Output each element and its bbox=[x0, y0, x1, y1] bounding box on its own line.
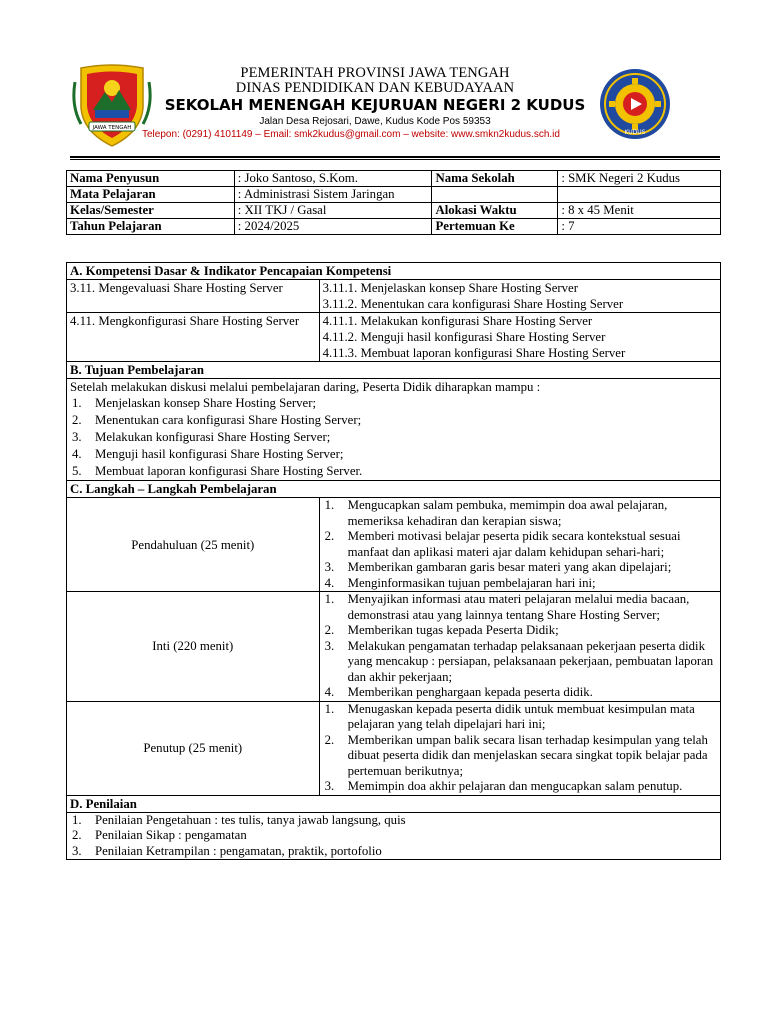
table-row bbox=[67, 498, 721, 592]
list-item: 3. Melakukan konfigurasi Share Hosting Server; bbox=[72, 430, 331, 444]
tahun-label: Tahun Pelajaran bbox=[67, 219, 235, 235]
list-item: 3. Memberikan gambaran garis besar materi yang akan dipelajari; bbox=[324, 560, 672, 574]
pertemuan-value: : 7 bbox=[558, 219, 721, 235]
empty-cell bbox=[432, 187, 558, 203]
letterhead-text bbox=[142, 65, 600, 141]
list-item: 2. Penilaian Sikap : pengamatan bbox=[72, 828, 247, 842]
table-row bbox=[67, 313, 721, 362]
mapel-value: : Administrasi Sistem Jaringan bbox=[234, 187, 432, 203]
kelas-label: Kelas/Semester bbox=[67, 203, 235, 219]
kd-3-11: 3.11. Mengevaluasi Share Hosting Server bbox=[67, 280, 320, 313]
table-row bbox=[67, 187, 721, 203]
table-row bbox=[67, 592, 721, 702]
assessment-list bbox=[70, 813, 717, 860]
indicator: 4.11.2. Menguji hasil konfigurasi Share Hosting Server bbox=[322, 330, 606, 344]
section-b-header bbox=[67, 362, 721, 379]
list-item: 1. Menyajikan informasi atau materi pelajaran melalui media bacaan, demonstrasi atau yang lainnya tentang Share Hosting Server; bbox=[324, 592, 690, 622]
penutup-steps bbox=[319, 701, 720, 795]
list-item: 3. Memimpin doa akhir pelajaran dan mengucapkan salam penutup. bbox=[324, 779, 683, 793]
stage-penutup: Penutup (25 menit) bbox=[67, 701, 320, 795]
section-d-header bbox=[67, 795, 721, 812]
list-item: 1. Penilaian Pengetahuan : tes tulis, tanya jawab langsung, quis bbox=[72, 812, 406, 827]
section-c-header bbox=[67, 481, 721, 498]
stage-inti: Inti (220 menit) bbox=[67, 592, 320, 702]
list-item: 1. Menjelaskan konsep Share Hosting Server; bbox=[72, 396, 317, 410]
letterhead-rule-thick bbox=[70, 156, 720, 158]
table-row bbox=[67, 171, 721, 187]
objectives-cell bbox=[67, 379, 721, 481]
sekolah-label: Nama Sekolah bbox=[432, 171, 558, 187]
section-d-title: D. Penilaian bbox=[67, 795, 721, 812]
kelas-value: : XII TKJ / Gasal bbox=[234, 203, 432, 219]
list-item: 4. Menginformasikan tujuan pembelajaran hari ini; bbox=[324, 575, 596, 590]
alokasi-value: : 8 x 45 Menit bbox=[558, 203, 721, 219]
table-row bbox=[67, 701, 721, 795]
assessment-cell bbox=[67, 812, 721, 860]
section-c-title: C. Langkah – Langkah Pembelajaran bbox=[67, 481, 721, 498]
list-item: 1. Mengucapkan salam pembuka, memimpin doa awal pelajaran, memeriksa kehadiran dan kerapian siswa; bbox=[324, 498, 668, 528]
department-name: DINAS PENDIDIKAN DAN KEBUDAYAAN bbox=[235, 80, 515, 96]
pertemuan-label: Pertemuan Ke bbox=[432, 219, 558, 235]
tahun-value: : 2024/2025 bbox=[234, 219, 432, 235]
identity-table bbox=[66, 170, 721, 235]
table-row bbox=[67, 280, 721, 313]
objectives-list bbox=[70, 395, 717, 480]
list-item: 3. Melakukan pengamatan terhadap pelaksanaan pekerjaan peserta didik yang mencakup : persiapan, pelaksanaan pekerjaan, pembuatan laporan dan akhir pekerjaan; bbox=[324, 638, 714, 684]
indicator: 4.11.1. Melakukan konfigurasi Share Hosting Server bbox=[322, 314, 593, 328]
school-contact: Telepon: (0291) 4101149 – Email: smk2kudus@gmail.com – website: www.smkn2kudus.sch.id bbox=[142, 129, 560, 140]
list-item: 2. Menentukan cara konfigurasi Share Hosting Server; bbox=[72, 413, 362, 427]
lesson-plan-table bbox=[66, 262, 721, 860]
smk-gear-logo-icon bbox=[598, 66, 672, 142]
list-item: 1. Menugaskan kepada peserta didik untuk membuat kesimpulan mata pelajaran yang telah dipelajari hari ini; bbox=[324, 701, 695, 731]
logo-right-lettering: KUDUS bbox=[624, 129, 646, 136]
steps-list bbox=[323, 702, 717, 795]
letterhead-rule-thin bbox=[70, 159, 720, 160]
indicator: 4.11.3. Membuat laporan konfigurasi Share Hosting Server bbox=[322, 346, 626, 360]
objectives-intro: Setelah melakukan diskusi melalui pembelajaran daring, Peserta Didik diharapkan mampu : bbox=[70, 380, 541, 394]
section-b-title: B. Tujuan Pembelajaran bbox=[67, 362, 721, 379]
table-row bbox=[67, 219, 721, 235]
inti-steps bbox=[319, 592, 720, 702]
kd-4-11: 4.11. Mengkonfigurasi Share Hosting Server bbox=[67, 313, 320, 362]
empty-cell bbox=[558, 187, 721, 203]
penyusun-value: : Joko Santoso, S.Kom. bbox=[234, 171, 432, 187]
section-a-title: A. Kompetensi Dasar & Indikator Pencapaian Kompetensi bbox=[67, 263, 721, 280]
sekolah-value: : SMK Negeri 2 Kudus bbox=[558, 171, 721, 187]
section-a-header bbox=[67, 263, 721, 280]
letterhead bbox=[0, 0, 768, 160]
steps-list bbox=[323, 498, 717, 591]
logo-left-lettering: JAWA TENGAH bbox=[92, 125, 132, 131]
stage-pendahuluan: Pendahuluan (25 menit) bbox=[67, 498, 320, 592]
table-row bbox=[67, 812, 721, 860]
alokasi-label: Alokasi Waktu bbox=[432, 203, 558, 219]
penyusun-label: Nama Penyusun bbox=[67, 171, 235, 187]
steps-list bbox=[323, 592, 717, 701]
table-row bbox=[67, 379, 721, 481]
school-name: SEKOLAH MENENGAH KEJURUAN NEGERI 2 KUDUS bbox=[164, 96, 586, 114]
list-item: 3. Penilaian Ketrampilan : pengamatan, praktik, portofolio bbox=[72, 843, 382, 858]
pendahuluan-steps bbox=[319, 498, 720, 592]
school-address: Jalan Desa Rejosari, Dawe, Kudus Kode Pos 59353 bbox=[259, 116, 491, 127]
kd-3-11-indicators bbox=[319, 280, 720, 313]
list-item: 4. Memberikan penghargaan kepada peserta didik. bbox=[324, 685, 593, 699]
table-row bbox=[67, 203, 721, 219]
central-java-emblem-icon bbox=[71, 62, 153, 150]
kd-4-11-indicators bbox=[319, 313, 720, 362]
list-item: 2. Memberi motivasi belajar peserta pidik secara kontekstual sesuai manfaat dan aplikasi materi ajar dalam kehidupan sehari-hari; bbox=[324, 529, 681, 559]
mapel-label: Mata Pelajaran bbox=[67, 187, 235, 203]
list-item: 2. Memberikan tugas kepada Peserta Didik; bbox=[324, 623, 559, 637]
list-item: 2. Memberikan umpan balik secara lisan terhadap kesimpulan yang telah dibuat peserta didik dan menjelaskan secara singkat topik belajar pada pertemuan berikutnya; bbox=[324, 732, 708, 778]
government-name: PEMERINTAH PROVINSI JAWA TENGAH bbox=[240, 65, 510, 81]
indicator: 3.11.1. Menjelaskan konsep Share Hosting Server bbox=[322, 281, 578, 295]
list-item: 5. Membuat laporan konfigurasi Share Hosting Server. bbox=[72, 464, 363, 478]
list-item: 4. Menguji hasil konfigurasi Share Hosting Server; bbox=[72, 447, 344, 461]
indicator: 3.11.2. Menentukan cara konfigurasi Share Hosting Server bbox=[322, 297, 624, 311]
